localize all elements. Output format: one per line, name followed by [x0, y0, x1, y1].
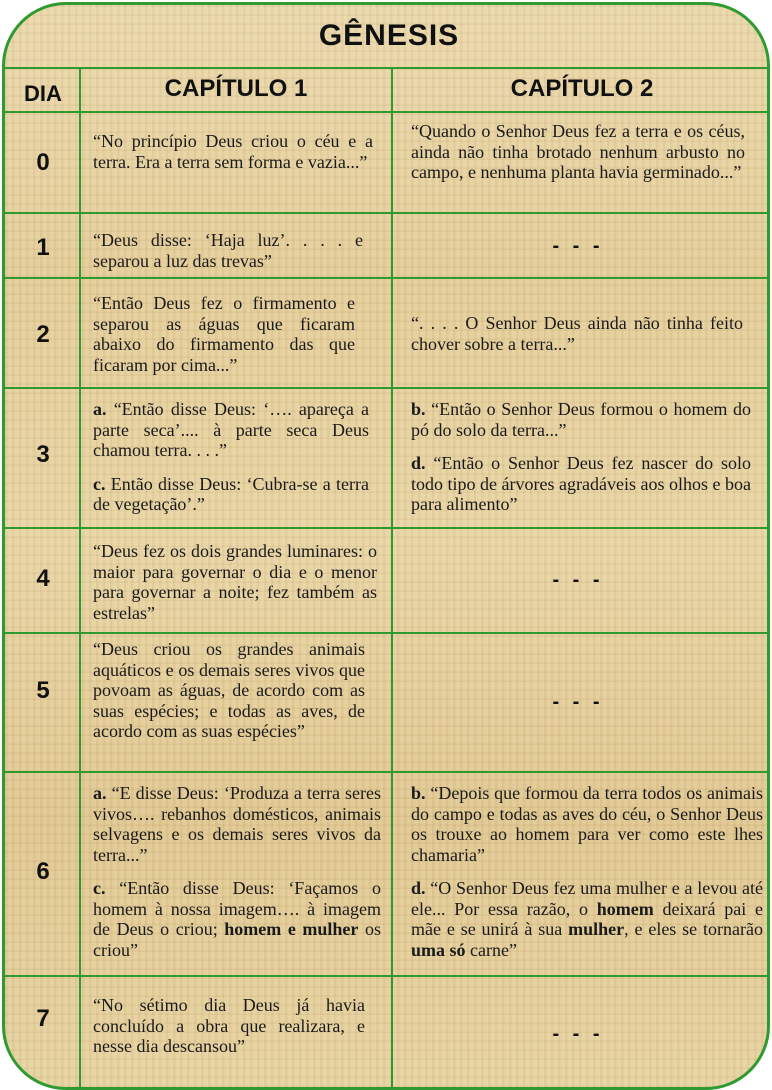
day-6-chapter-1-text: [93, 783, 381, 960]
day-6-chapter-2-text: [411, 783, 763, 960]
day-3-chapter-2-text: [411, 399, 751, 515]
day-6: 6: [36, 858, 50, 885]
day-5: 5: [36, 677, 50, 704]
day-1-chapter-1-text: “Deus disse: ‘Haja luz’. . . . e separou a luz das trevas”: [93, 230, 363, 271]
day-3-item-b: b. “Então o Senhor Deus formou o homem do pó do solo da terra...”: [411, 399, 752, 440]
highlight-uma-so: uma só: [411, 939, 466, 960]
header-capitulo-2: CAPÍTULO 2: [510, 75, 654, 102]
header-top-line: [5, 67, 770, 69]
item-letter: b.: [411, 399, 426, 419]
day-5-chapter-2-empty: - - -: [552, 691, 604, 713]
day-3-item-d: d. “Então o Senhor Deus fez nascer do solo todo tipo de árvores agradáveis aos olhos e boa para alimento”: [411, 453, 751, 514]
item-letter: d.: [411, 878, 426, 898]
day-6-item-c: c. “Então disse Deus: ‘Façamos o homem à nossa imagem…. à imagem de Deus o criou; homem e mulher os criou”: [93, 878, 382, 960]
item-letter: a.: [93, 399, 107, 419]
day-0-chapter-2-text: “Quando o Senhor Deus fez a terra e os céus, ainda não tinha brotado nenhum arbusto no campo, e nenhuma planta havia germinado...”: [411, 121, 745, 182]
day-5-chapter-1-text: “Deus criou os grandes animais aquáticos e os demais seres vivos que povoam as águas, de acordo com as suas espécies; e todas as aves, de acordo com as suas espécies”: [93, 639, 365, 741]
row-line-3: [5, 387, 770, 389]
highlight-mulher: mulher: [568, 919, 625, 939]
day-2-chapter-2-text: “. . . . O Senhor Deus ainda não tinha feito chover sobre a terra...”: [411, 313, 743, 354]
item-letter: d.: [411, 453, 426, 473]
header-bottom-line: [5, 111, 770, 113]
day-2: 2: [36, 321, 50, 348]
genesis-card: [2, 2, 770, 1090]
day-6-item-b: b. “Depois que formou da terra todos os animais do campo e todas as aves do céu, o Senhor Deus os trouxe ao homem para ver como este lhes chamaria”: [411, 783, 764, 865]
day-4: 4: [36, 565, 50, 592]
row-line-5: [5, 632, 770, 634]
day-2-chapter-1-text: “Então Deus fez o firmamento e separou as águas que ficaram abaixo do firmamento das que ficaram por cima...”: [93, 293, 355, 375]
row-line-4: [5, 527, 770, 529]
item-letter: b.: [411, 783, 426, 803]
day-7-chapter-2-empty: - - -: [552, 1023, 604, 1045]
page-title: GÊNESIS: [318, 19, 460, 52]
day-7: 7: [36, 1005, 50, 1032]
day-3: 3: [36, 441, 50, 468]
day-4-chapter-2-empty: - - -: [552, 569, 604, 591]
day-4-chapter-1-text: “Deus fez os dois grandes luminares: o maior para governar o dia e o menor para governar a noite; fez também as estrelas”: [93, 541, 377, 623]
day-6-item-d: d. “O Senhor Deus fez uma mulher e a levou até ele... Por essa razão, o homem deixará pai e mãe e se unirá à sua mulher, e eles se tornarão uma só carne”: [411, 878, 764, 960]
item-letter: c.: [93, 878, 106, 898]
item-letter: a.: [93, 783, 107, 803]
column-line-2: [391, 67, 393, 1090]
header-capitulo-1: CAPÍTULO 1: [164, 75, 308, 102]
day-6-item-a: a. “E disse Deus: ‘Produza a terra seres vivos…. rebanhos domésticos, animais selvagens e os demais seres vivos da terra...”: [93, 783, 381, 865]
day-0-chapter-1-text: “No princípio Deus criou o céu e a terra. Era a terra sem forma e vazia...”: [93, 131, 373, 172]
day-1: 1: [36, 234, 50, 261]
item-letter: c.: [93, 473, 106, 494]
day-3-item-c: c. Então disse Deus: ‘Cubra-se a terra de vegetação’.”: [93, 473, 369, 514]
day-7-chapter-1-text: “No sétimo dia Deus já havia concluído a obra que realizara, e nesse dia descansou”: [93, 995, 365, 1056]
header-dia: DIA: [24, 81, 62, 106]
day-3-chapter-1-text: [93, 399, 369, 515]
row-line-1: [5, 212, 770, 214]
day-3-item-a: a. “Então disse Deus: ‘…. apareça a parte seca’.... à parte seca Deus chamou terra. . . .”: [93, 399, 369, 460]
row-line-7: [5, 975, 770, 977]
row-line-2: [5, 277, 770, 279]
day-0: 0: [36, 149, 50, 176]
row-line-6: [5, 771, 770, 773]
day-1-chapter-2-empty: - - -: [552, 235, 604, 257]
highlight-homem-e-mulher: homem e mulher: [224, 919, 359, 939]
highlight-homem: homem: [596, 898, 654, 919]
